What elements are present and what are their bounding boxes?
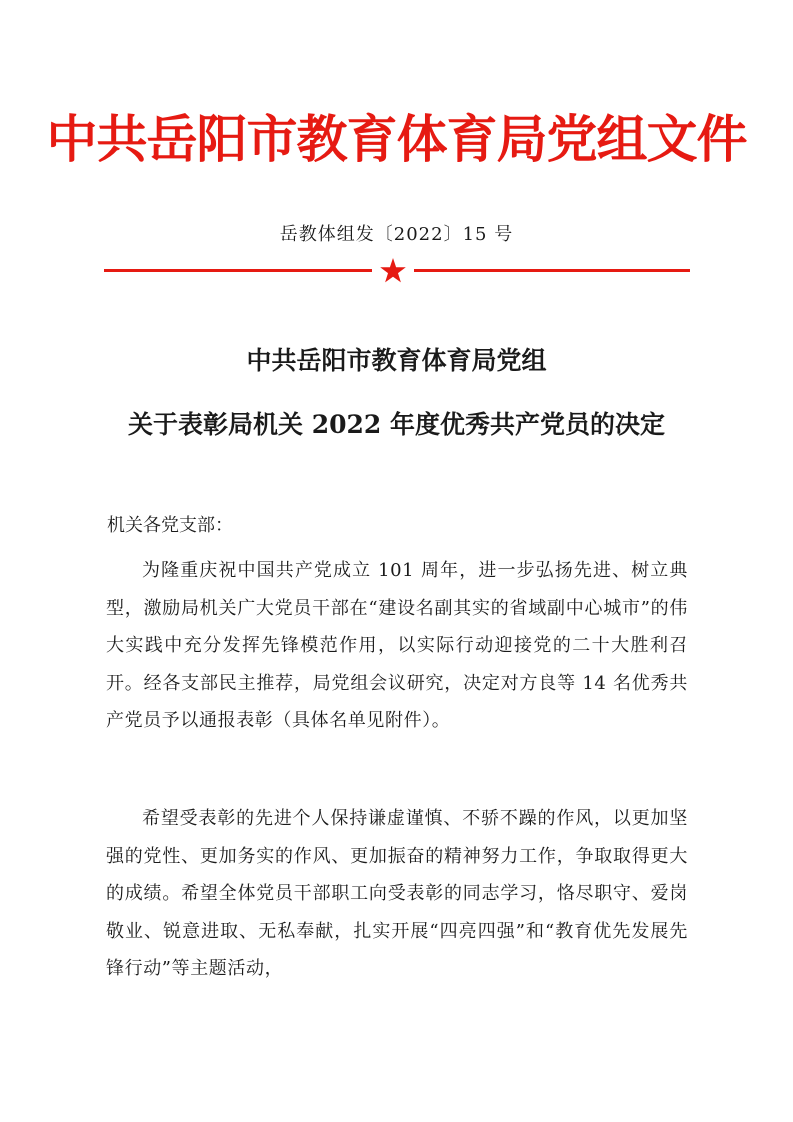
document-number: 岳教体组发〔2022〕15 号: [279, 224, 514, 245]
decision-title-line-1: 中共岳阳市教育体育局党组: [246, 346, 547, 375]
decision-title-line-2: 关于表彰局机关 2022 年度优秀共产党员的决定: [128, 410, 665, 439]
star-icon: [379, 257, 407, 285]
body-paragraph: 为隆重庆祝中国共产党成立 101 周年，进一步弘扬先进、树立典型，激励局机关广大党员干部在“建设名副其实的省域副中心城市”的伟大实践中充分发挥先锋模范作用，以实际行动迎接党的二十大胜利召开。经各支部民主推荐，局党组会议研究，决定对方良等 14 名优秀共产党员予以通报表彰（具体名单见附件）。: [106, 560, 688, 731]
body-paragraph: 希望受表彰的先进个人保持谦虚谨慎、不骄不躁的作风，以更加坚强的党性、更加务实的作风、更加振奋的精神努力工作，争取取得更大的成绩。希望全体党员干部职工向受表彰的同志学习，恪尽职守、爱岗敬业、锐意进取、无私奉献，扎实开展“四亮四强”和“教育优先发展先锋行动”等主题活动，: [106, 808, 688, 979]
document-masthead: 中共岳阳市教育体育局党组文件: [46, 110, 747, 170]
red-divider-right: [414, 269, 690, 272]
red-divider-left: [104, 269, 372, 272]
salutation: 机关各党支部：: [107, 515, 233, 536]
